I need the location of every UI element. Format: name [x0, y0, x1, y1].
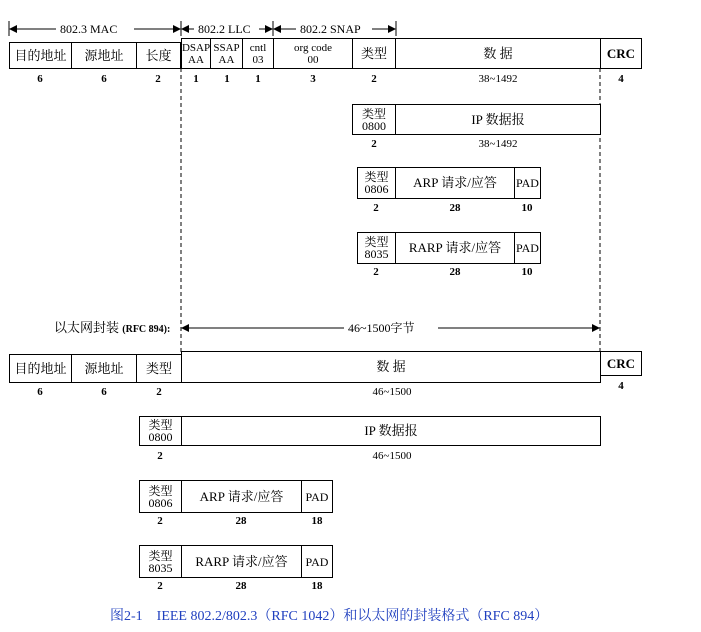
top-ip-type-size: 2 — [371, 138, 377, 150]
bottom-ip-type-size: 2 — [157, 450, 163, 462]
top-arp-pad-size: 10 — [521, 202, 533, 214]
field-label: 类型 — [148, 548, 173, 563]
top-cntl-field — [242, 38, 274, 69]
top-arp-type-size: 2 — [373, 202, 379, 214]
top-dst-size: 6 — [37, 73, 43, 85]
ethernet-range-label: 46~1500字节 — [348, 321, 415, 335]
top-crc-size: 4 — [618, 73, 624, 85]
field-label: DSAP — [181, 41, 211, 54]
field-label: PAD — [516, 241, 539, 255]
bottom-crc-size: 4 — [618, 380, 624, 392]
field-label: CRC — [606, 45, 636, 61]
header-llc-label: 802.2 LLC — [198, 22, 251, 36]
top-src-field — [71, 42, 137, 69]
bottom-rarp-payload-field — [181, 545, 302, 578]
bottom-data-size: 46~1500 — [372, 386, 412, 398]
top-org-size: 3 — [310, 73, 316, 85]
field-label: IP 数据报 — [364, 423, 418, 438]
field-label: 长度 — [145, 47, 172, 63]
bottom-arp-payload-field — [181, 480, 302, 513]
top-ip-type-field — [352, 104, 396, 135]
top-data-size: 38~1492 — [478, 73, 518, 85]
field-label: SSAP — [213, 41, 240, 54]
field-label: RARP 请求/应答 — [195, 553, 288, 569]
field-label: PAD — [305, 554, 329, 569]
field-label: ARP 请求/应答 — [413, 175, 497, 190]
field-value: 00 — [307, 53, 319, 66]
bottom-arp-pad-field — [301, 480, 333, 513]
bottom-rarp-type-field — [139, 545, 182, 578]
top-arp-payload-size: 28 — [449, 202, 461, 214]
top-ssap-field — [210, 38, 243, 69]
top-ip-payload-size: 38~1492 — [478, 138, 518, 150]
field-value: 0800 — [148, 430, 173, 444]
field-label: RARP 请求/应答 — [408, 240, 502, 255]
top-data-field — [395, 38, 601, 69]
bottom-rarp-pad-size: 18 — [311, 580, 323, 592]
field-label: 数 据 — [483, 45, 513, 61]
field-label: 类型 — [364, 235, 389, 249]
top-dsap-size: 1 — [193, 73, 199, 85]
field-label: 源地址 — [84, 47, 124, 63]
top-rarp-payload-field — [395, 232, 515, 264]
field-label: org code — [294, 41, 332, 54]
top-len-field — [136, 42, 181, 69]
header-snap-label: 802.2 SNAP — [300, 22, 361, 36]
field-label: 类型 — [145, 360, 172, 376]
ethernet-label-ref: (RFC 894): — [122, 324, 171, 335]
field-value: AA — [188, 53, 204, 66]
field-value: 8035 — [148, 560, 173, 575]
top-len-size: 2 — [155, 73, 161, 85]
header-mac-label: 802.3 MAC — [60, 22, 118, 36]
field-label: 类型 — [360, 45, 387, 61]
top-rarp-type-size: 2 — [373, 266, 379, 278]
bottom-ip-type-field — [139, 416, 182, 446]
top-rarp-type-field — [357, 232, 396, 264]
field-label: 类型 — [364, 170, 389, 184]
top-src-size: 6 — [101, 73, 107, 85]
bottom-data-field — [181, 351, 601, 383]
ethernet-label — [54, 321, 170, 337]
top-ip-payload-field — [395, 104, 601, 135]
field-label: 类型 — [148, 418, 173, 432]
field-value: 0806 — [364, 182, 389, 196]
bottom-type-size: 2 — [156, 386, 162, 398]
field-value: 0800 — [362, 118, 386, 133]
top-type-size: 2 — [371, 73, 377, 85]
bottom-rarp-type-size: 2 — [157, 580, 163, 592]
field-value: 8035 — [364, 247, 389, 261]
bottom-type-field — [136, 354, 182, 383]
top-arp-payload-field — [395, 167, 515, 199]
field-label: 类型 — [148, 483, 173, 498]
field-label: PAD — [516, 176, 539, 190]
field-label: 数 据 — [376, 359, 406, 374]
top-crc-field — [600, 38, 642, 69]
bottom-dst-size: 6 — [37, 386, 43, 398]
top-dsap-field — [181, 38, 211, 69]
bottom-arp-payload-size: 28 — [235, 515, 247, 527]
field-label: CRC — [606, 355, 636, 371]
bottom-arp-type-size: 2 — [157, 515, 163, 527]
top-dst-field — [9, 42, 72, 69]
bottom-crc-field — [600, 351, 642, 376]
field-label: 目的地址 — [14, 360, 67, 376]
top-org-field — [273, 38, 353, 69]
field-label: ARP 请求/应答 — [199, 488, 284, 504]
top-rarp-pad-size: 10 — [521, 266, 533, 278]
bottom-arp-type-field — [139, 480, 182, 513]
field-label: PAD — [305, 489, 329, 504]
bottom-rarp-payload-size: 28 — [235, 580, 247, 592]
field-label: IP 数据报 — [471, 111, 525, 127]
field-label: 目的地址 — [14, 47, 67, 63]
bottom-src-field — [71, 354, 137, 383]
ethernet-label-text: 以太网封装 — [54, 320, 120, 335]
field-label: 源地址 — [84, 360, 124, 376]
bottom-dst-field — [9, 354, 72, 383]
field-value: AA — [218, 53, 235, 66]
bottom-arp-pad-size: 18 — [311, 515, 323, 527]
field-label: cntl — [249, 41, 267, 54]
field-value: 0806 — [148, 495, 173, 510]
top-ssap-size: 1 — [224, 73, 230, 85]
figure-caption: 图2-1 IEEE 802.2/802.3（RFC 1042）和以太网的封装格式（RFC 894） — [110, 609, 549, 624]
top-arp-type-field — [357, 167, 396, 199]
top-cntl-size: 1 — [255, 73, 261, 85]
bottom-src-size: 6 — [101, 386, 107, 398]
top-rarp-pad-field — [514, 232, 541, 264]
top-arp-pad-field — [514, 167, 541, 199]
field-label: 类型 — [361, 106, 386, 121]
bottom-ip-payload-field — [181, 416, 601, 446]
top-rarp-payload-size: 28 — [449, 266, 461, 278]
bottom-rarp-pad-field — [301, 545, 333, 578]
field-value: 03 — [252, 53, 264, 66]
bottom-ip-payload-size: 46~1500 — [372, 450, 412, 462]
top-type-field — [352, 38, 396, 69]
